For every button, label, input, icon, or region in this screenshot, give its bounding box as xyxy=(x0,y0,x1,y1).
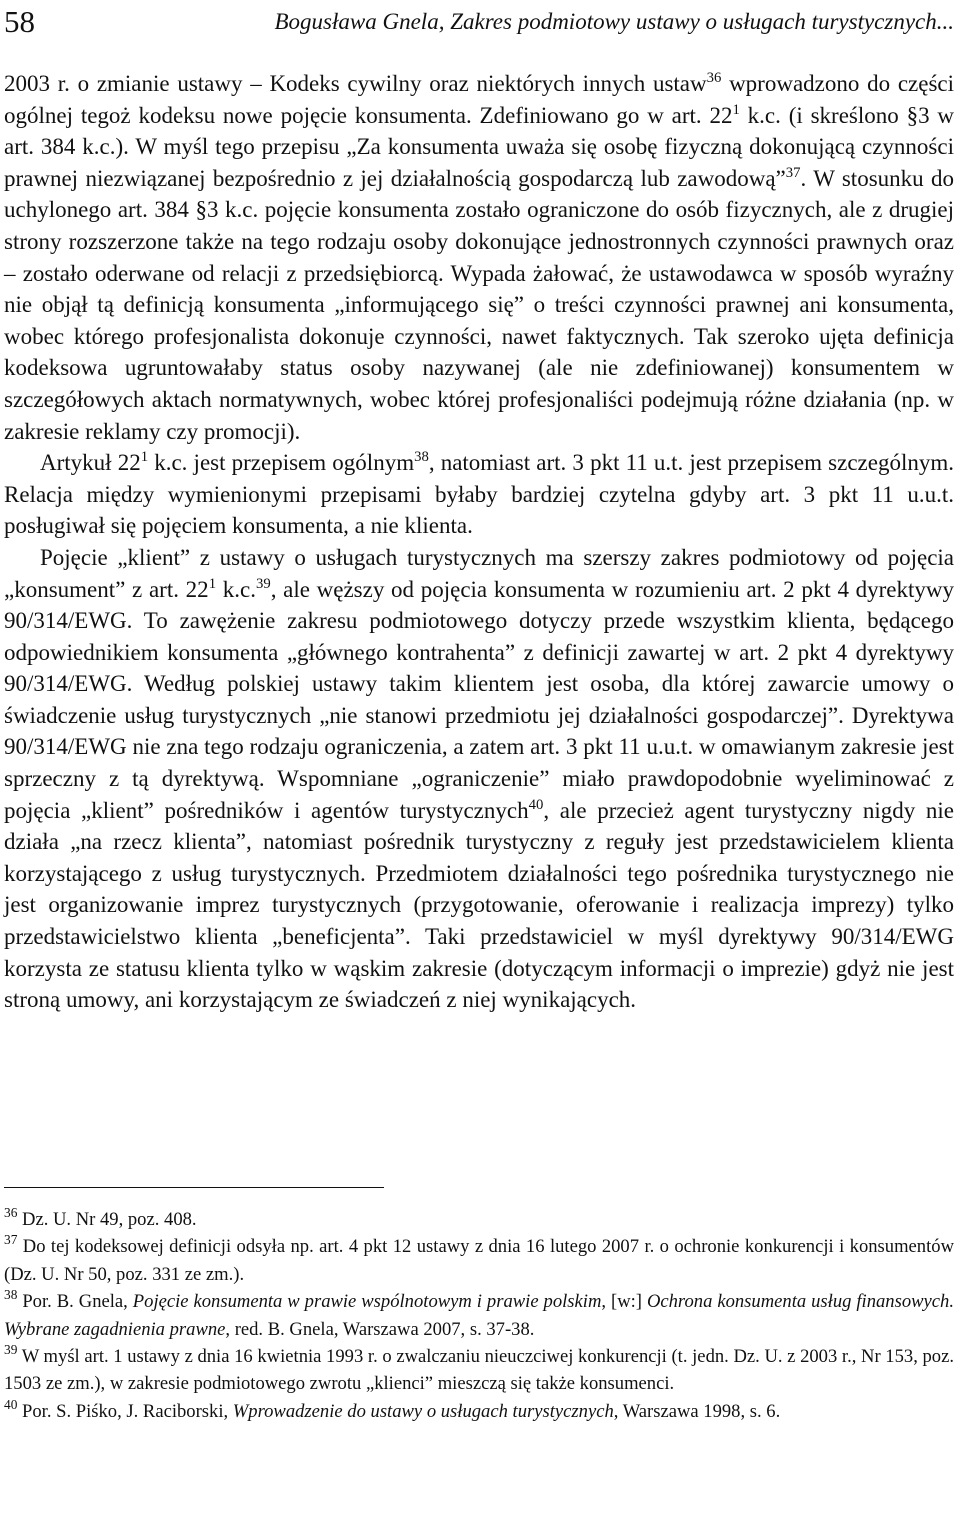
text-run: Pojęcie „klient” z ustawy o usługach turystycznych ma szerszy zakres podmiotowy od pojęcia „konsument” z art. 22 xyxy=(4,544,954,602)
footnote-text: , red. B. Gnela, Warszawa 2007, s. 37-38. xyxy=(225,1318,535,1340)
page-number: 58 xyxy=(4,4,35,39)
superscript-1: 1 xyxy=(732,101,740,118)
footnote-text: , Warszawa 1998, s. 6. xyxy=(613,1400,781,1422)
text-run: . W stosunku do uchylonego art. 384 §3 k.c. pojęcie konsumenta zostało ograniczone do osób fizycznych, ale z drugiej strony rozszerzone także na tego rodzaju osoby dokonujące jednostronnych czynności prawnych oraz – zostało oderwane od relacji z przedsiębiorcą. Wypada żałować, że ustawodawca w sposób wyraźny nie objął tą definicją konsumenta „informującego się” o treści czynności prawnej ani konsumenta, wobec którego profesjonalista dokonuje czynności, nawet faktycznych. Tak szeroko ujęta definicja kodeksowa ugruntowałaby status osoby nazywanej (ale nie zdefiniowanej) konsumentem w szczegółowych aktach normatywnych, wobec której profesjonaliści podejmują różne działania (np. w zakresie reklamy czy promocji). xyxy=(4,165,955,444)
footnote-40 xyxy=(4,1398,954,1425)
cited-title: Wprowadzenie do ustawy o usługach turystycznych xyxy=(232,1400,614,1422)
footnote-number: 39 xyxy=(4,1342,18,1357)
footnote-ref-39: 39 xyxy=(255,575,271,592)
footnote-37 xyxy=(4,1233,954,1288)
footnotes xyxy=(4,1206,954,1425)
footnote-number: 40 xyxy=(4,1396,18,1412)
footnote-number: 36 xyxy=(4,1204,18,1220)
text-run: 2003 r. o zmianie ustawy – Kodeks cywilny oraz niektórych innych ustaw xyxy=(4,71,707,96)
main-text xyxy=(4,68,954,1016)
running-title: Bogusława Gnela, Zakres podmiotowy ustawy o usługach turystycznych... xyxy=(274,9,954,34)
text-run: , ale węższy od pojęcia konsumenta w rozumieniu art. 2 pkt 4 dyrektywy 90/314/EWG. To zawężenie zakresu podmiotowego dotyczy przede wszystkim klienta, będącego odpowiednikiem konsumenta „głównego kontrahenta” z definicji zawartej w art. 2 pkt 4 dyrektywy 90/314/EWG. Według polskiej ustawy takim klientem jest osoba, dla której zawarcie umowy o świadczenie usług turystycznych „nie stanowi przedmiotu jej działalności gospodarczej”. Dyrektywa 90/314/EWG nie zna tego rodzaju ograniczenia, a zatem art. 3 pkt 11 u.u.t. w omawianym zakresie jest sprzeczny z tą dyrektywą. Wspomniane „ograniczenie” miało prawdopodobnie wyeliminować z pojęcia „klient” pośredników i agentów turystycznych xyxy=(4,576,955,823)
footnote-text: Do tej kodeksowej definicji odsyła np. art. 4 pkt 12 ustawy z dnia 16 lutego 2007 r. o ochronie konkurencji i konsumentów (Dz. U. Nr 50, poz. 331 ze zm.). xyxy=(4,1236,954,1285)
cited-book-title: Ochrona konsumenta usług finansowych. Wybrane zagadnienia prawne xyxy=(4,1291,954,1340)
text-run: k.c. (i skreślono §3 w art. 384 k.c.). W myśl tego przepisu „Za konsumenta uważa się osobę fizyczną dokonującą czynności prawnej niezwiązanej bezpośrednio z jej działalnością gospodarczą lub zawodową” xyxy=(4,102,955,191)
footnote-ref-36: 36 xyxy=(706,69,722,86)
text-run: wprowadzono do części ogólnej tegoż kodeksu nowe pojęcie konsumenta. Zdefiniowano go w art. 22 xyxy=(4,71,954,128)
footnote-text: Dz. U. Nr 49, poz. 408. xyxy=(17,1209,197,1230)
footnote-text: Por. B. Gnela, xyxy=(17,1291,133,1313)
footnote-text: Por. S. Piśko, J. Raciborski, xyxy=(17,1400,233,1422)
paragraph-2 xyxy=(4,447,954,542)
text-run: Artykuł 22 xyxy=(40,450,141,476)
paragraph-1 xyxy=(4,68,954,447)
footnote-separator xyxy=(4,1187,384,1188)
paragraph-3 xyxy=(4,542,954,1016)
page-header xyxy=(4,2,954,42)
footnote-36 xyxy=(4,1206,954,1233)
footnote-ref-40: 40 xyxy=(528,796,544,813)
footnote-text: W myśl art. 1 ustawy z dnia 16 kwietnia 1993 r. o zwalczaniu nieuczciwej konkurencji (t. jedn. Dz. U. z 2003 r., Nr 153, poz. 1503 ze zm.), w zakresie podmiotowego zwrotu „klienci” mieszczą się także konsumenci. xyxy=(4,1346,954,1395)
superscript-1: 1 xyxy=(140,449,149,465)
superscript-1: 1 xyxy=(208,575,217,592)
footnote-number: 38 xyxy=(4,1287,18,1303)
text-run: , ale przecież agent turystyczny nigdy nie działa „na rzecz klienta”, natomiast pośrednik turystyczny z reguły jest przedstawicielem klienta korzystającego z usług turystycznych. Przedmiotem działalności tego pośrednika turystycznego nie jest organizowanie imprez turystycznych (przygotowanie, oferowanie i realizacja imprezy) tylko przedstawicielstwo klienta „beneficjenta”. Taki przedstawiciel w myśl dyrektywy 90/314/EWG korzysta ze statusu klienta tylko w wąskim zakresie (dotyczącym informacji o imprezie) gdyż nie jest stroną umowy, ani korzystającym ze świadczeń z niej wynikających. xyxy=(4,797,954,1013)
footnote-text: , [w:] xyxy=(601,1291,647,1313)
cited-title: Pojęcie konsumenta w prawie wspólnotowym i prawie polskim xyxy=(132,1291,602,1313)
footnote-number: 37 xyxy=(4,1232,18,1248)
footnote-ref-38: 38 xyxy=(414,449,429,465)
text-run: k.c. jest przepisem ogólnym xyxy=(148,450,415,476)
text-run: k.c. xyxy=(216,576,256,602)
footnote-38 xyxy=(4,1288,954,1343)
text-run: , natomiast art. 3 pkt 11 u.t. jest przepisem szczególnym. Relacja między wymienionymi przepisami byłaby bardziej czytelna gdyby art. 3 pkt 11 u.u.t. posługiwał się pojęciem konsumenta, a nie klienta. xyxy=(4,450,954,539)
footnote-ref-37: 37 xyxy=(785,164,801,181)
footnote-39 xyxy=(4,1343,954,1398)
